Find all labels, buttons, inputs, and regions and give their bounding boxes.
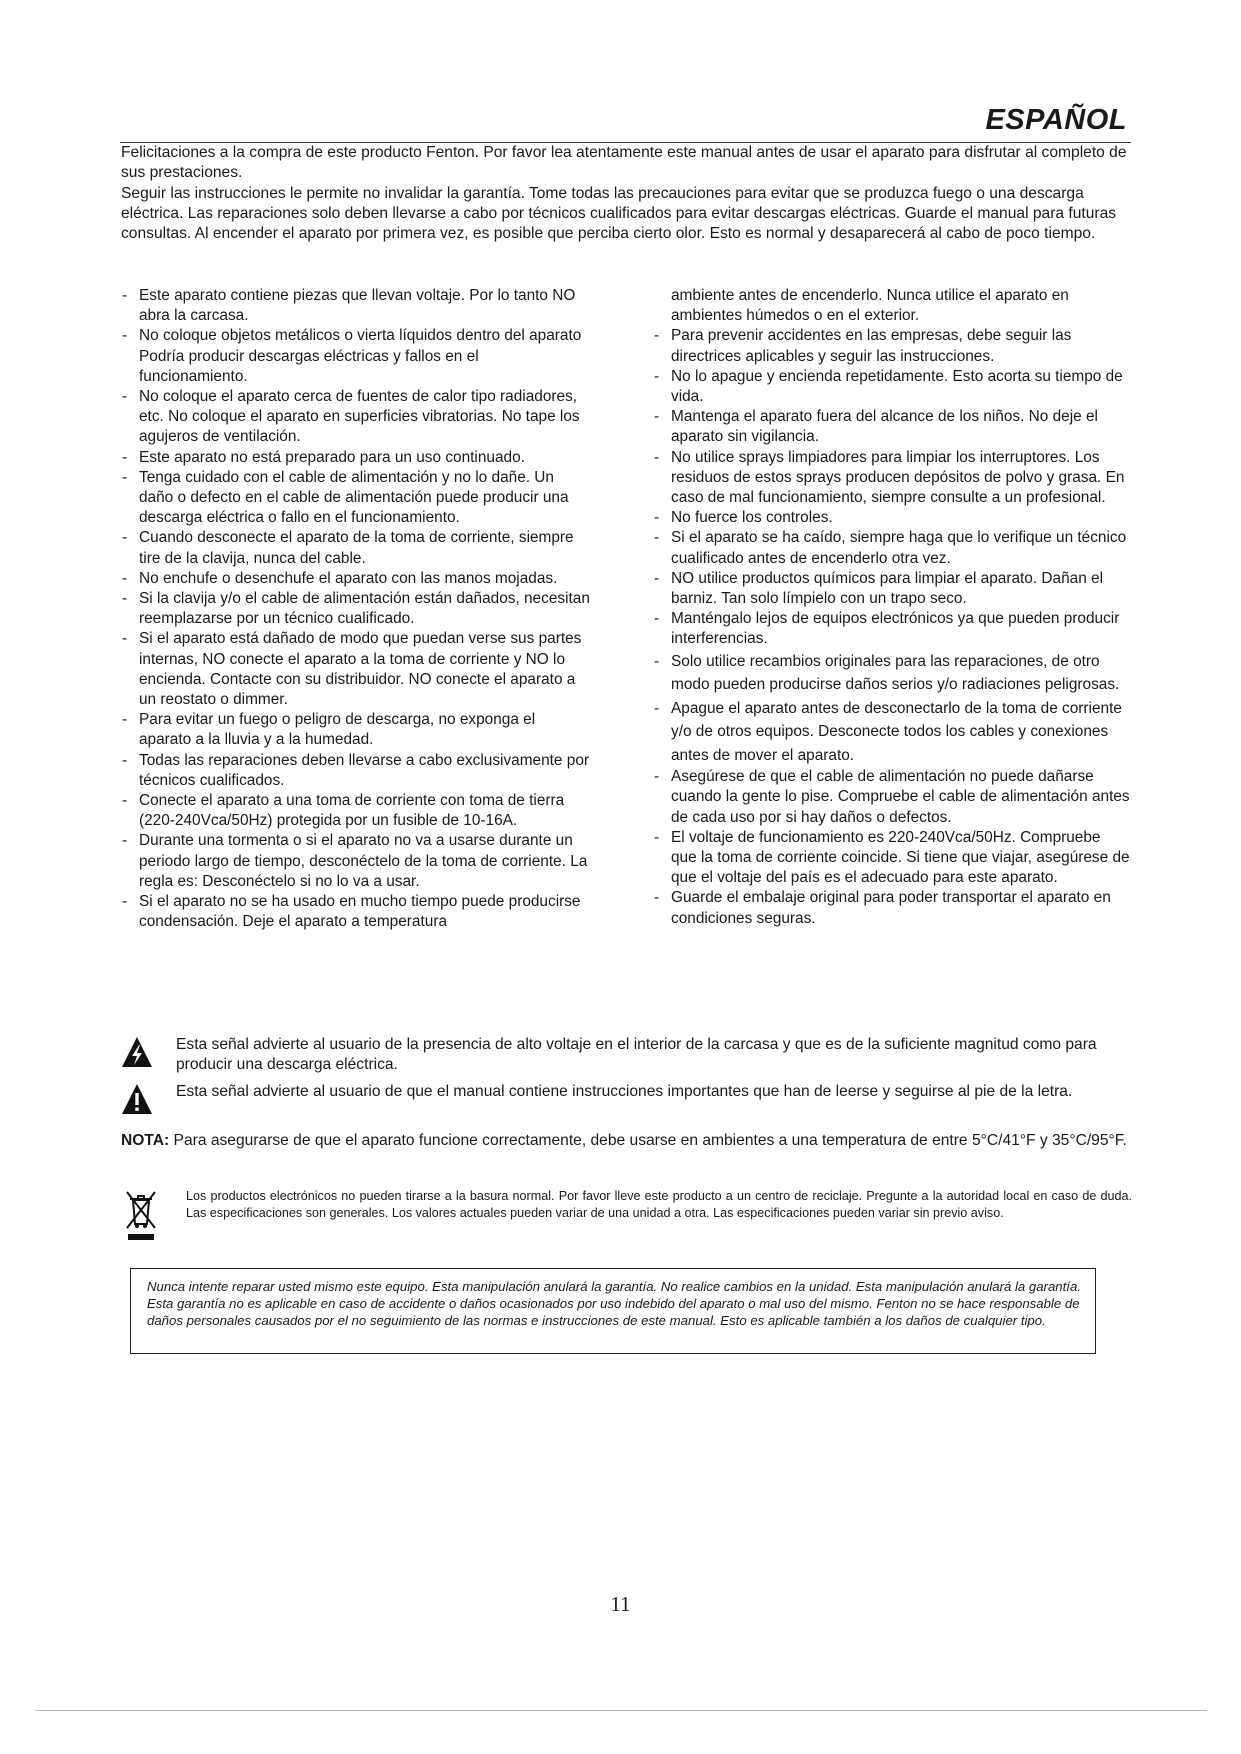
list-item: - Si la clavija y/o el cable de alimentación están dañados, necesitan reemplazarse por un técnico cualificado.: [120, 589, 590, 629]
list-item: - Para prevenir accidentes en las empresas, debe seguir las directrices aplicables y seguir las instrucciones.: [652, 326, 1130, 366]
list-item: - No lo apague y encienda repetidamente. Esto acorta su tiempo de vida.: [652, 367, 1130, 407]
list-item: - Si el aparato está dañado de modo que puedan verse sus partes internas, NO conecte el aparato a la toma de corriente y NO lo encienda. Contacte con su distribuidor. NO conecte el aparato a un reostato o dimmer.: [120, 629, 590, 710]
list-item: - Tenga cuidado con el cable de alimentación y no lo dañe. Un daño o defecto en el cable de alimentación puede producir una descarga eléctrica o fallo en el funcionamiento.: [120, 468, 590, 529]
intro-section: [121, 143, 1131, 244]
list-item: - El voltaje de funcionamiento es 220-240Vca/50Hz. Compruebe que la toma de corriente coincide. Si tiene que viajar, asegúrese de que el voltaje del país es el adecuado para este aparato.: [652, 828, 1130, 889]
list-item: - No coloque el aparato cerca de fuentes de calor tipo radiadores, etc. No coloque el aparato en superficies vibratorias. No tape los agujeros de ventilación.: [120, 387, 590, 448]
note-text: Para asegurarse de que el aparato funcione correctamente, debe usarse en ambientes a una temperatura de entre 5°C/41°F y 35°C/95°F.: [169, 1132, 1127, 1149]
language-heading-bar: [120, 102, 1131, 143]
list-item: - Mantenga el aparato fuera del alcance de los niños. No deje el aparato sin vigilancia.: [652, 407, 1130, 447]
instructions-warning-text: Esta señal advierte al usuario de que el manual contiene instrucciones importantes que han de leerse y seguirse al pie de la letra.: [176, 1083, 1073, 1100]
list-item: - Apague el aparato antes de desconectarlo de la toma de corriente y/o de otros equipos. Desconecte todos los cables y conexiones antes de mover el aparato.: [652, 697, 1130, 768]
list-item: - Solo utilice recambios originales para las reparaciones, de otro modo pueden producirse daños serios y/o radiaciones peligrosas.: [652, 650, 1130, 697]
note-label: NOTA:: [121, 1132, 170, 1149]
crossed-bin-icon: [124, 1188, 158, 1242]
list-item: - Este aparato no está preparado para un uso continuado.: [120, 448, 590, 468]
footer-divider: [35, 1710, 1207, 1711]
list-item: - NO utilice productos químicos para limpiar el aparato. Dañan el barniz. Tan solo límpielo con un trapo seco.: [652, 569, 1130, 609]
temperature-note: [121, 1131, 1131, 1151]
list-item: - No coloque objetos metálicos o vierta líquidos dentro del aparato Podría producir descargas eléctricas y fallos en el funcionamiento.: [120, 326, 590, 387]
intro-paragraph-1: Felicitaciones a la compra de este producto Fenton. Por favor lea atentamente este manual antes de usar el aparato para disfrutar al completo de sus prestaciones.: [121, 144, 1127, 182]
list-item: - Si el aparato se ha caído, siempre haga que lo verifique un técnico cualificado antes de encenderlo otra vez.: [652, 528, 1130, 568]
list-item: - Para evitar un fuego o peligro de descarga, no exponga el aparato a la lluvia y a la humedad.: [120, 710, 590, 750]
list-item: - Asegúrese de que el cable de alimentación no puede dañarse cuando la gente lo pise. Compruebe el cable de alimentación antes de cada uso por si hay daños o defectos.: [652, 767, 1130, 828]
list-item: - No utilice sprays limpiadores para limpiar los interruptores. Los residuos de estos sprays producen depósitos de polvo y grasa. En caso de mal funcionamiento, siempre consulte a un profesional.: [652, 448, 1130, 509]
disclaimer-text: Nunca intente reparar usted mismo este equipo. Esta manipulación anulará la garantía. No realice cambios en la unidad. Esta manipulación anulará la garantía. Esta garantía no es aplicable en caso de accidente o daños ocasionados por uso indebido del aparato o mal uso del mismo. Fenton no se hace responsable de daños personales causados por el no seguimiento de las normas e instrucciones de este manual. Esto es aplicable también a los daños de cualquier tipo.: [147, 1279, 1081, 1328]
list-item: - Guarde el embalaje original para poder transportar el aparato en condiciones seguras.: [652, 888, 1130, 928]
list-item: - Si el aparato no se ha usado en mucho tiempo puede producirse condensación. Deje el aparato a temperatura: [120, 892, 590, 932]
list-item: - No fuerce los controles.: [652, 508, 1130, 528]
safety-list-left: [120, 286, 590, 933]
list-item: - Durante una tormenta o si el aparato no va a usarse durante un periodo largo de tiempo, desconéctelo de la toma de corriente. La regla es: Desconéctelo si no lo va a usar.: [120, 831, 590, 892]
list-item: - Todas las reparaciones deben llevarse a cabo exclusivamente por técnicos cualificados.: [120, 751, 590, 791]
high-voltage-warning-text: Esta señal advierte al usuario de la presencia de alto voltaje en el interior de la carcasa y que es de la suficiente magnitud como para producir una descarga eléctrica.: [176, 1036, 1097, 1073]
recycling-text: Los productos electrónicos no pueden tirarse a la basura normal. Por favor lleve este producto a un centro de reciclaje. Pregunte a la autoridad local en caso de duda. Las especificaciones son generales. Los valores actuales pueden variar de una unidad a otra. Las especificaciones pueden variar sin previo aviso.: [186, 1189, 1132, 1220]
list-item: - Manténgalo lejos de equipos electrónicos ya que pueden producir interferencias.: [652, 609, 1130, 649]
intro-paragraph-2: Seguir las instrucciones le permite no invalidar la garantía. Tome todas las precauciones para evitar que se produzca fuego o una descarga eléctrica. Las reparaciones solo deben llevarse a cabo por técnicos cualificados para evitar descargas eléctricas. Guarde el manual para futuras consultas. Al encender el aparato por primera vez, es posible que perciba cierto olor. Esto es normal y desaparecerá al cabo de poco tiempo.: [121, 184, 1117, 243]
list-item: - Conecte el aparato a una toma de corriente con toma de tierra (220-240Vca/50Hz) protegida por un fusible de 10-16A.: [120, 791, 590, 831]
list-item: - Cuando desconecte el aparato de la toma de corriente, siempre tire de la clavija, nunca del cable.: [120, 528, 590, 568]
list-continuation: ambiente antes de encenderlo. Nunca utilice el aparato en ambientes húmedos o en el exterior.: [671, 287, 1069, 325]
list-item: - No enchufe o desenchufe el aparato con las manos mojadas.: [120, 569, 590, 589]
high-voltage-icon: [120, 1035, 154, 1069]
language-heading: ESPAÑOL: [985, 104, 1127, 136]
exclamation-warning-icon: [120, 1082, 154, 1116]
safety-list-right: [652, 286, 1130, 929]
page-number: 11: [610, 1592, 631, 1616]
list-item: - Este aparato contiene piezas que llevan voltaje. Por lo tanto NO abra la carcasa.: [120, 286, 590, 326]
disclaimer-box: [130, 1268, 1096, 1354]
